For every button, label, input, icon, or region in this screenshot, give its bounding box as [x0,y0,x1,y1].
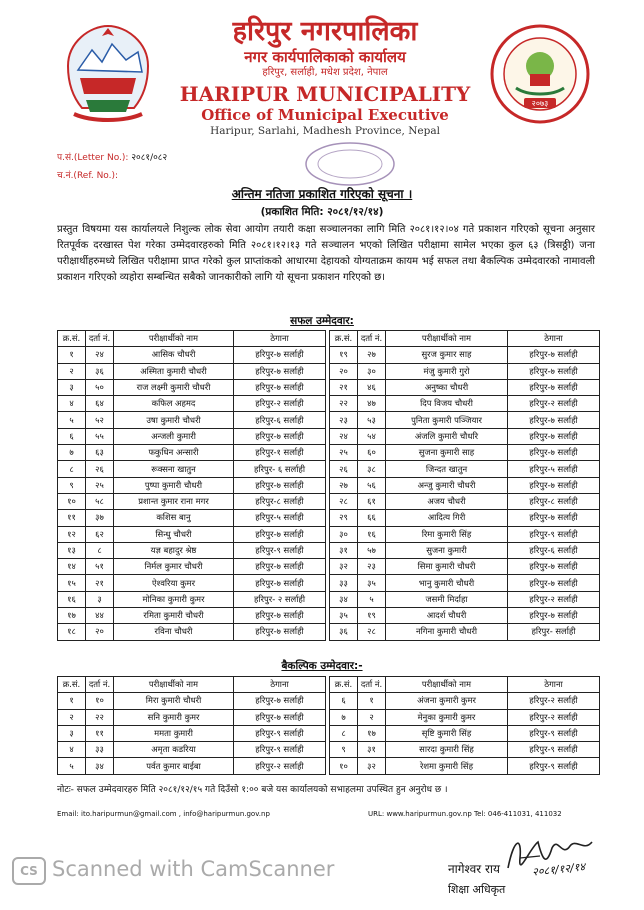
address-cell: हरिपुर-७ सर्लाही [234,693,326,709]
address-cell: हरिपुर-७ सर्लाही [508,575,600,591]
candidate-name-cell: सुरज कुमार साह [386,347,508,363]
candidate-name-cell: पर्वत कुमार बाईबा [114,758,234,774]
col-address-header: ठेगाना [508,677,600,693]
reg-number-cell: २१ [86,575,114,591]
table-row [330,428,600,444]
reg-number-cell: २७ [358,347,386,363]
serial-cell: २६ [330,461,358,477]
letterhead-address-en: Haripur, Sarlahi, Madhesh Province, Nepal [210,125,440,137]
alternate-title: बैकल्पिक उम्मेदवार:- [281,660,363,672]
serial-cell: २५ [330,445,358,461]
letter-number: प.सं.(Letter No.): २०८१/०८२ [57,153,168,163]
serial-cell: ६ [330,693,358,709]
candidate-name-cell: सिन्धु चौधरी [114,526,234,542]
address-cell: हरिपुर-७ सर्लाही [234,477,326,493]
address-cell: हरिपुर-२ सर्लाही [234,758,326,774]
table-row [58,608,326,624]
candidate-name-cell: यज्ञ बहादुर श्रेष्ठ [114,542,234,558]
reg-number-cell: ५५ [86,428,114,444]
candidate-name-cell: मिरा कुमारी चौधरी [114,693,234,709]
reg-number-cell: ५७ [358,542,386,558]
address-cell: हरिपुर-७ सर्लाही [508,559,600,575]
candidate-name-cell: दिप विजय चौधरी [386,396,508,412]
table-row [58,477,326,493]
reg-number-cell: १ [358,693,386,709]
address-cell: हरिपुर-२ सर्लाही [508,709,600,725]
serial-cell: २० [330,363,358,379]
table-row [330,758,600,774]
address-cell: हरिपुर-२ सर्लाही [508,591,600,607]
letterhead-title-np: हरिपुर नगरपालिका [232,16,418,47]
reg-number-cell: ३४ [86,758,114,774]
table-row [58,559,326,575]
table-row [330,363,600,379]
serial-cell: २८ [330,493,358,509]
serial-cell: ३६ [330,624,358,640]
address-cell: हरिपुर- २ सर्लाही [234,591,326,607]
reg-number-cell: ५२ [86,412,114,428]
address-cell: हरिपुर-७ सर्लाही [508,477,600,493]
table-row [330,379,600,395]
table-row [58,493,326,509]
reg-number-cell: ३८ [358,461,386,477]
candidate-name-cell: रविना चौधरी [114,624,234,640]
serial-cell: ९ [330,742,358,758]
candidate-name-cell: सुजना कुमारी साह [386,445,508,461]
table-row [58,591,326,607]
seal-year: २०७३ [531,99,549,108]
serial-cell: १४ [58,559,86,575]
address-cell: हरिपुर-५ सर्लाही [234,510,326,526]
reg-number-cell: ११ [86,725,114,741]
table-row [58,758,326,774]
candidate-name-cell: निर्मल कुमार चौधरी [114,559,234,575]
table-row [330,412,600,428]
reg-number-cell: २४ [86,347,114,363]
reg-number-cell: ५४ [358,428,386,444]
address-cell: हरिपुर-७ सर्लाही [508,428,600,444]
address-cell: हरिपुर-८ सर्लाही [508,493,600,509]
reg-number-cell: १६ [358,526,386,542]
serial-cell: १९ [330,347,358,363]
letterhead [165,16,485,138]
serial-cell: १३ [58,542,86,558]
camscanner-text: Scanned with CamScanner [52,857,335,881]
candidate-name-cell: मेनुका कुमारी कुमर [386,709,508,725]
table-row [330,493,600,509]
col-name-header: परीक्षार्थीको नाम [386,677,508,693]
candidate-name-cell: जिन्दत खातुन [386,461,508,477]
table-row [58,428,326,444]
address-cell: हरिपुर-२ सर्लाही [508,693,600,709]
table-row [58,510,326,526]
address-cell: हरिपुर-५ सर्लाही [508,461,600,477]
serial-cell: ८ [330,725,358,741]
address-cell: हरिपुर-२ सर्लाही [508,396,600,412]
successful-table-left [57,330,326,641]
col-reg-header: दर्ता नं. [358,331,386,347]
reg-number-cell: ५० [86,379,114,395]
reg-number-cell: ६६ [358,510,386,526]
address-cell: हरिपुर-७ सर्लाही [234,559,326,575]
candidate-name-cell: मोनिका कुमारी कुमर [114,591,234,607]
col-name-header: परीक्षार्थीको नाम [386,331,508,347]
serial-cell: ३५ [330,608,358,624]
table-row [58,396,326,412]
serial-cell: ३ [58,725,86,741]
candidate-name-cell: कशिस बानु [114,510,234,526]
table-row [330,542,600,558]
address-cell: हरिपुर-१ सर्लाही [234,445,326,461]
table-row [330,559,600,575]
candidate-name-cell: अन्जु कुमारी चौधरी [386,477,508,493]
reg-number-cell: २ [358,709,386,725]
serial-cell: ५ [58,758,86,774]
serial-cell: १० [330,758,358,774]
table-row [58,575,326,591]
table-row [330,624,600,640]
table-row [58,412,326,428]
candidate-name-cell: भानु कुमारी चौधरी [386,575,508,591]
table-header-row [58,677,326,693]
candidate-name-cell: सुजना कुमारी [386,542,508,558]
candidate-name-cell: अनुष्का चौधरी [386,379,508,395]
col-serial-header: क्र.सं. [58,677,86,693]
serial-cell: ५ [58,412,86,428]
notice-body: प्रस्तुत विषयमा यस कार्यालयले निशुल्क लोक सेवा आयोग तयारी कक्षा सञ्चालनका लागि मिति २०८१।१२।०४ गते प्रकाशन गरिएको सूचना अनुसार रितपूर्वक दरखास्त पेश गरेका उम्मेदवारहरुको मिति २०८१।१२।१३ गते सञ्चालन भएको लिखित परीक्षामा सामेल भएका कुल ६३ (त्रिसठ्ठी) जना परीक्षार्थीहरुमध्ये लिखित परीक्षामा प्राप्त गरेको कुल प्राप्तांकको आधारमा देहायको योग्यताक्रम कायम भई सफल तथा बैकल्पिक उम्मेदवारको नामावली प्रकाशन गरिएको व्यहोरा सम्बन्धित सबैको जानकारीको लागि यो सूचना प्रकाशन गरिएको छ। [57,224,595,283]
table-row [330,477,600,493]
letterhead-office-en: Office of Municipal Executive [201,106,449,124]
address-cell: हरिपुर- ६ सर्लाही [234,461,326,477]
table-row [330,510,600,526]
alternate-table-right [329,676,600,775]
reg-number-cell: ४४ [86,608,114,624]
serial-cell: १० [58,493,86,509]
table-row [58,445,326,461]
serial-cell: १ [58,693,86,709]
reg-number-cell: २३ [358,559,386,575]
serial-cell: २१ [330,379,358,395]
signer-title: शिक्षा अधिकृत [448,883,506,896]
candidate-name-cell: सनि कुमारी कुमर [114,709,234,725]
col-reg-header: दर्ता नं. [358,677,386,693]
letterhead-office-np: नगर कार्यपालिकाको कार्यालय [244,48,406,66]
address-cell: हरिपुर-७ सर्लाही [234,428,326,444]
reg-number-cell: ३७ [86,510,114,526]
candidate-name-cell: सृष्टि कुमारी सिंह [386,725,508,741]
reg-number-cell: ३६ [86,363,114,379]
candidate-name-cell: प्रशान्त कुमार राना मगर [114,493,234,509]
candidate-name-cell: अन्जली कुमारी [114,428,234,444]
serial-cell: ३२ [330,559,358,575]
table-row [58,725,326,741]
serial-cell: ४ [58,396,86,412]
address-cell: हरिपुर-७ सर्लाही [508,347,600,363]
candidate-name-cell: उषा कुमारी चौधरी [114,412,234,428]
table-header-row [58,331,326,347]
address-cell: हरिपुर-७ सर्लाही [234,709,326,725]
candidate-name-cell: सिमा कुमारी चौधरी [386,559,508,575]
signer-name: नागेश्वर राय [448,862,500,876]
address-cell: हरिपुर-७ सर्लाही [508,445,600,461]
reg-number-cell: २८ [358,624,386,640]
candidate-name-cell: आदर्श चौधरी [386,608,508,624]
address-cell: हरिपुर-९ सर्लाही [508,758,600,774]
serial-cell: ३१ [330,542,358,558]
col-address-header: ठेगाना [234,331,326,347]
col-reg-header: दर्ता नं. [86,677,114,693]
candidate-name-cell: नगिना कुमारी चौधरी [386,624,508,640]
candidate-name-cell: अंजना कुमारी कुमर [386,693,508,709]
candidate-name-cell: अंजलि कुमारी चौधरि [386,428,508,444]
signature-date: २०८१/१२/१४ [531,860,586,879]
camscanner-logo: CS [12,857,46,885]
successful-title: सफल उम्मेदवार: [290,315,354,327]
reg-number-cell: ३२ [358,758,386,774]
table-row [58,379,326,395]
signature-icon [500,828,630,886]
candidate-name-cell: अस्मिता कुमारी चौधरी [114,363,234,379]
reg-number-cell: २५ [86,477,114,493]
official-stamp-icon [302,140,398,188]
serial-cell: २२ [330,396,358,412]
serial-cell: ३४ [330,591,358,607]
table-row [58,461,326,477]
serial-cell: ७ [330,709,358,725]
table-row [58,526,326,542]
table-header-row [330,331,600,347]
nepal-emblem-icon [56,22,160,126]
successful-table-right [329,330,600,641]
address-cell: हरिपुर-९ सर्लाही [508,526,600,542]
letterhead-address-np: हरिपुर, सर्लाही, मधेश प्रदेश, नेपाल [262,67,388,78]
letterhead-title-en: HARIPUR MUNICIPALITY [179,82,471,106]
reg-number-cell: ५१ [86,559,114,575]
candidate-name-cell: अमृता कडरिया [114,742,234,758]
reg-number-cell: ६० [358,445,386,461]
reg-number-cell: १० [86,693,114,709]
candidate-name-cell: जसमी मिर्दाहा [386,591,508,607]
ref-number: च.नं.(Ref. No.): [57,171,119,181]
serial-cell: ६ [58,428,86,444]
serial-cell: २ [58,363,86,379]
reg-number-cell: ८ [86,542,114,558]
note-text: नोटः- सफल उम्मेदवारहरु मिति २०८१/१२/१५ गते दिउँसो १:०० बजे यस कार्यालयको सभाहलमा उपस्थित हुन अनुरोध छ । [57,785,448,795]
candidate-name-cell: फकुधिन अन्सारी [114,445,234,461]
serial-cell: ३३ [330,575,358,591]
candidate-name-cell: रूक्सना खातुन [114,461,234,477]
table-row [58,693,326,709]
reg-number-cell: ४६ [358,379,386,395]
serial-cell: १६ [58,591,86,607]
reg-number-cell: २६ [86,461,114,477]
serial-cell: १८ [58,624,86,640]
table-row [58,542,326,558]
reg-number-cell: ५८ [86,493,114,509]
address-cell: हरिपुर-८ सर्लाही [234,493,326,509]
serial-cell: १२ [58,526,86,542]
alternate-table-left [57,676,326,775]
address-cell: हरिपुर-९ सर्लाही [234,542,326,558]
col-address-header: ठेगाना [508,331,600,347]
col-name-header: परीक्षार्थीको नाम [114,331,234,347]
address-cell: हरिपुर-७ सर्लाही [234,608,326,624]
serial-cell: ३० [330,526,358,542]
candidate-name-cell: सारदा कुमारी सिंह [386,742,508,758]
table-row [58,742,326,758]
reg-number-cell: ६४ [86,396,114,412]
col-serial-header: क्र.सं. [330,331,358,347]
address-cell: हरिपुर-७ सर्लाही [234,363,326,379]
serial-cell: १७ [58,608,86,624]
table-row [330,709,600,725]
address-cell: हरिपुर-७ सर्लाही [508,363,600,379]
candidate-name-cell: कफिल अहमद [114,396,234,412]
reg-number-cell: ३० [358,363,386,379]
reg-number-cell: १९ [358,608,386,624]
table-row [330,693,600,709]
candidate-name-cell: ममता कुमारी [114,725,234,741]
reg-number-cell: ५३ [358,412,386,428]
table-row [330,526,600,542]
serial-cell: २३ [330,412,358,428]
reg-number-cell: ५ [358,591,386,607]
candidate-name-cell: पुष्पा कुमारी चौधरी [114,477,234,493]
address-cell: हरिपुर-७ सर्लाही [234,624,326,640]
serial-cell: ८ [58,461,86,477]
candidate-name-cell: अजय चौधरी [386,493,508,509]
serial-cell: २ [58,709,86,725]
address-cell: हरिपुर-९ सर्लाही [508,725,600,741]
col-name-header: परीक्षार्थीको नाम [114,677,234,693]
municipality-seal-icon [488,22,592,126]
reg-number-cell: ३ [86,591,114,607]
serial-cell: ९ [58,477,86,493]
table-row [330,347,600,363]
serial-cell: १५ [58,575,86,591]
serial-cell: ३ [58,379,86,395]
serial-cell: ११ [58,510,86,526]
table-row [330,591,600,607]
table-row [330,742,600,758]
col-serial-header: क्र.सं. [58,331,86,347]
footer-email: Email: ito.haripurmun@gmail.com , info@haripurmun.gov.np [57,810,270,818]
address-cell: हरिपुर-६ सर्लाही [234,412,326,428]
reg-number-cell: ३५ [358,575,386,591]
col-reg-header: दर्ता नं. [86,331,114,347]
address-cell: हरिपुर-७ सर्लाही [234,526,326,542]
reg-number-cell: ४७ [358,396,386,412]
candidate-name-cell: आसिक चौधरी [114,347,234,363]
reg-number-cell: २२ [86,709,114,725]
address-cell: हरिपुर-९ सर्लाही [234,725,326,741]
reg-number-cell: ६३ [86,445,114,461]
address-cell: हरिपुर-७ सर्लाही [508,412,600,428]
table-row [58,709,326,725]
table-header-row [330,677,600,693]
address-cell: हरिपुर-६ सर्लाही [508,542,600,558]
candidate-name-cell: मंजु कुमारी गुरो [386,363,508,379]
address-cell: हरिपुर-७ सर्लाही [508,608,600,624]
serial-cell: २४ [330,428,358,444]
publication-date: (प्रकाशित मिति: २०८१/१२/१४) [260,206,384,218]
serial-cell: १ [58,347,86,363]
reg-number-cell: ६१ [358,493,386,509]
reg-number-cell: ६२ [86,526,114,542]
candidate-name-cell: राज लक्ष्मी कुमारी चौधरी [114,379,234,395]
address-cell: हरिपुर-९ सर्लाही [508,742,600,758]
candidate-name-cell: ऐश्वरिया कुमर [114,575,234,591]
candidate-name-cell: रेशमा कुमारी सिंह [386,758,508,774]
col-address-header: ठेगाना [234,677,326,693]
reg-number-cell: ३३ [86,742,114,758]
serial-cell: ४ [58,742,86,758]
address-cell: हरिपुर-७ सर्लाही [508,510,600,526]
candidate-name-cell: रिमा कुमारी सिंह [386,526,508,542]
notice-title: अन्तिम नतिजा प्रकाशित गरिएको सूचना । [231,187,413,201]
serial-cell: ७ [58,445,86,461]
footer-url-tel: URL: www.haripurmun.gov.np Tel: 046-411031, 411032 [368,810,562,818]
address-cell: हरिपुर-९ सर्लाही [234,742,326,758]
candidate-name-cell: आदित्य गिरी [386,510,508,526]
table-row [58,363,326,379]
address-cell: हरिपुर-७ सर्लाही [234,575,326,591]
address-cell: हरिपुर-७ सर्लाही [508,379,600,395]
table-row [58,624,326,640]
address-cell: हरिपुर-७ सर्लाही [234,347,326,363]
candidate-name-cell: पुनिता कुमारी पञ्जियार [386,412,508,428]
reg-number-cell: २० [86,624,114,640]
table-row [330,445,600,461]
reg-number-cell: ३१ [358,742,386,758]
serial-cell: २७ [330,477,358,493]
table-row [330,396,600,412]
table-row [330,608,600,624]
table-row [58,347,326,363]
address-cell: हरिपुर-२ सर्लाही [234,396,326,412]
reg-number-cell: ५६ [358,477,386,493]
serial-cell: २९ [330,510,358,526]
candidate-name-cell: रमिता कुमारी चौधरी [114,608,234,624]
reg-number-cell: १७ [358,725,386,741]
address-cell: हरिपुर- सर्लाही [508,624,600,640]
table-row [330,461,600,477]
table-row [330,575,600,591]
table-row [330,725,600,741]
col-serial-header: क्र.सं. [330,677,358,693]
address-cell: हरिपुर-७ सर्लाही [234,379,326,395]
